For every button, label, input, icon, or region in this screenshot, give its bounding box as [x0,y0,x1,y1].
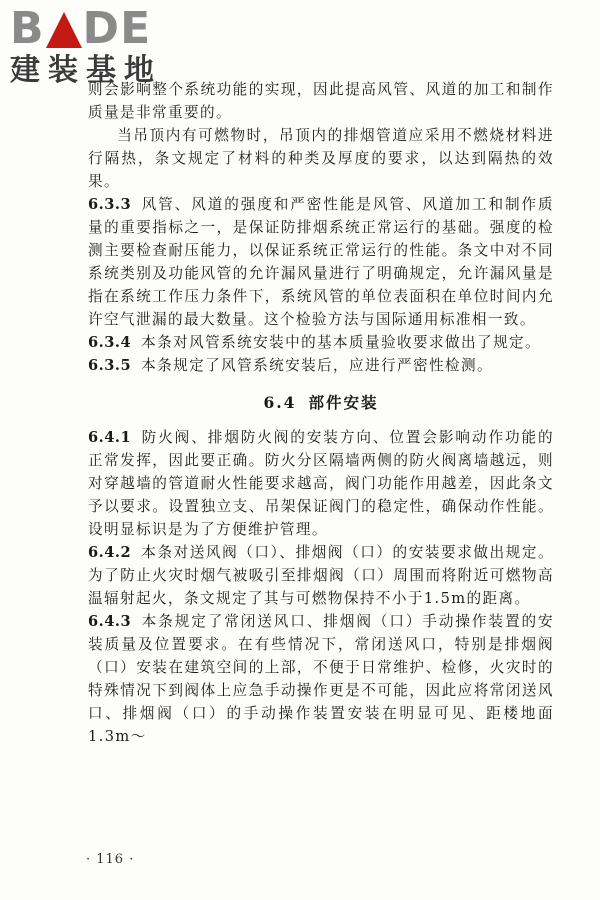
clause-text: 本条对送风阀（口）、排烟阀（口）的安装要求做出规定。为了防止火灾时烟气被吸引至排烟阀（口）周围而将附近可燃物高温辐射起火，条文规定了其与可燃物保持不小于1.5m的距离。 [88,544,554,607]
clause-6-3-4 [88,331,554,354]
clause-6-4-1 [88,426,554,541]
clause-text: 本条对风管系统安装中的基本质量验收要求做出了规定。 [141,334,541,351]
clause-text: 风管、风道的强度和严密性能是风管、风道加工和制作质量的重要指标之一，是保证防排烟系统正常运行的基础。强度的检测主要检查耐压能力，以保证系统正常运行的性能。条文中对不同系统类别及功能风管的允许漏风量进行了明确规定，允许漏风量是指在系统工作压力条件下，系统风管的单位表面积在单位时间内允许空气泄漏的最大数量。这个检验方法与国际通用标准相一致。 [88,196,554,328]
logo-letters-de: DE [82,3,152,54]
logo-letter-b: B [10,3,45,54]
clause-number: 6.3.4 [88,334,132,351]
paragraph-ceiling-insulation: 当吊顶内有可燃物时，吊顶内的排烟管道应采用不燃烧材料进行隔热，条文规定了材料的种类及厚度的要求，以达到隔热的效果。 [88,127,554,190]
clause-6-4-3 [88,610,554,748]
clause-6-4-2 [88,541,554,610]
clause-number: 6.4.1 [88,429,132,446]
clause-number: 6.3.5 [88,357,132,374]
brand-logo [10,3,180,88]
section-heading [88,391,554,414]
clause-number: 6.3.3 [88,196,132,213]
logo-triangle-icon [46,12,82,48]
section-number: 6.4 [263,393,297,412]
clause-text: 本条规定了常闭送风口、排烟阀（口）手动操作装置的安装质量及位置要求。在有些情况下，常闭送风口，特别是排烟阀（口）安装在建筑空间的上部，不便于日常维护、检修，火灾时的特殊情况下到阀体上应急手动操作更是不可能，因此应将常闭送风口、排烟阀（口）的手动操作装置安装在明显可见、距楼地面1.3m～ [88,613,554,745]
clause-number: 6.4.2 [88,544,132,561]
clause-text: 本条规定了风管系统安装后，应进行严密性检测。 [141,357,493,374]
logo-subtitle: 建装基地 [10,53,162,88]
clause-number: 6.4.3 [88,613,132,630]
clause-6-3-3 [88,193,554,331]
document-body [88,78,554,748]
logo-wordmark [10,3,180,54]
section-title: 部件安装 [308,393,379,412]
clause-6-3-5 [88,354,554,377]
page-number: · 116 · [86,852,135,867]
paragraph-continuation: 则会影响整个系统功能的实现，因此提高风管、风道的加工和制作质量是非常重要的。 [88,81,554,121]
clause-text: 防火阀、排烟防火阀的安装方向、位置会影响动作功能的正常发挥，因此要正确。防火分区隔墙两侧的防火阀离墙越远，则对穿越墙的管道耐火性能要求越高，阀门功能作用越差，因此条文予以要求。设置独立支、吊架保证阀门的稳定性，确保动作性能。设明显标识是为了方便维护管理。 [88,429,554,538]
